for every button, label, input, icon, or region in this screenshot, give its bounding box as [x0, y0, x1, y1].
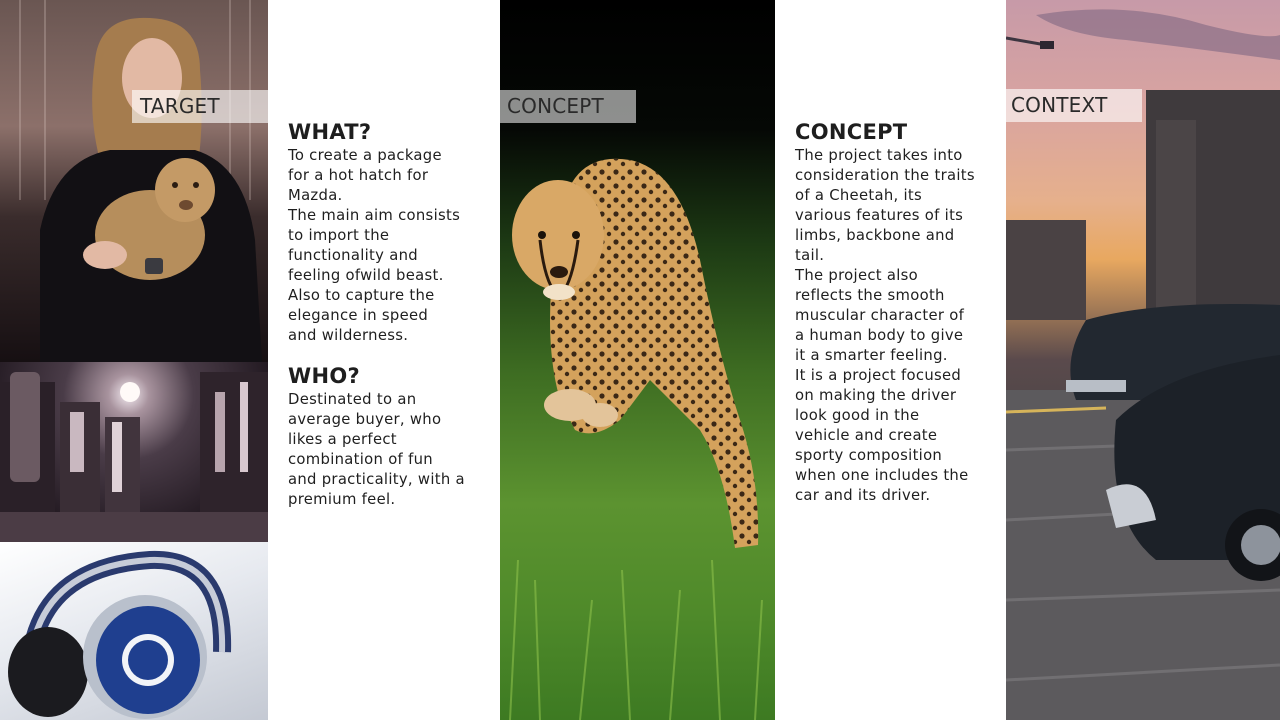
what-section: [288, 120, 488, 346]
concept-body: The project takes into consideration the traits of a Cheetah, its various features of its limbs, backbone and tail. The project also reflects the smooth muscular character of a human body to give it a smarter feeling. It is a project focused on making the driver look good in the vehicle and create sporty composition when one includes the car and its driver.: [795, 147, 975, 504]
who-section: [288, 364, 488, 510]
what-who-column: [268, 0, 500, 720]
context-label: CONTEXT: [1006, 89, 1142, 122]
who-heading: WHO?: [288, 364, 360, 388]
concept-heading: CONCEPT: [795, 120, 908, 144]
concept-text-column: [775, 0, 1006, 720]
what-heading: WHAT?: [288, 120, 372, 144]
woman-with-lion-cub-photo: [0, 0, 268, 362]
target-label: TARGET: [132, 90, 268, 123]
headphones-photo: [0, 542, 268, 720]
who-body: Destinated to an average buyer, who likes a perfect combination of fun and practicality, with a premium feel.: [288, 391, 465, 508]
concept-label: CONCEPT: [500, 90, 636, 123]
what-body: To create a package for a hot hatch for Mazda. The main aim consists to import the functionality and feeling ofwild beast. Also to capture the elegance in speed and wilderness.: [288, 147, 461, 344]
city-night-photo: [0, 362, 268, 542]
